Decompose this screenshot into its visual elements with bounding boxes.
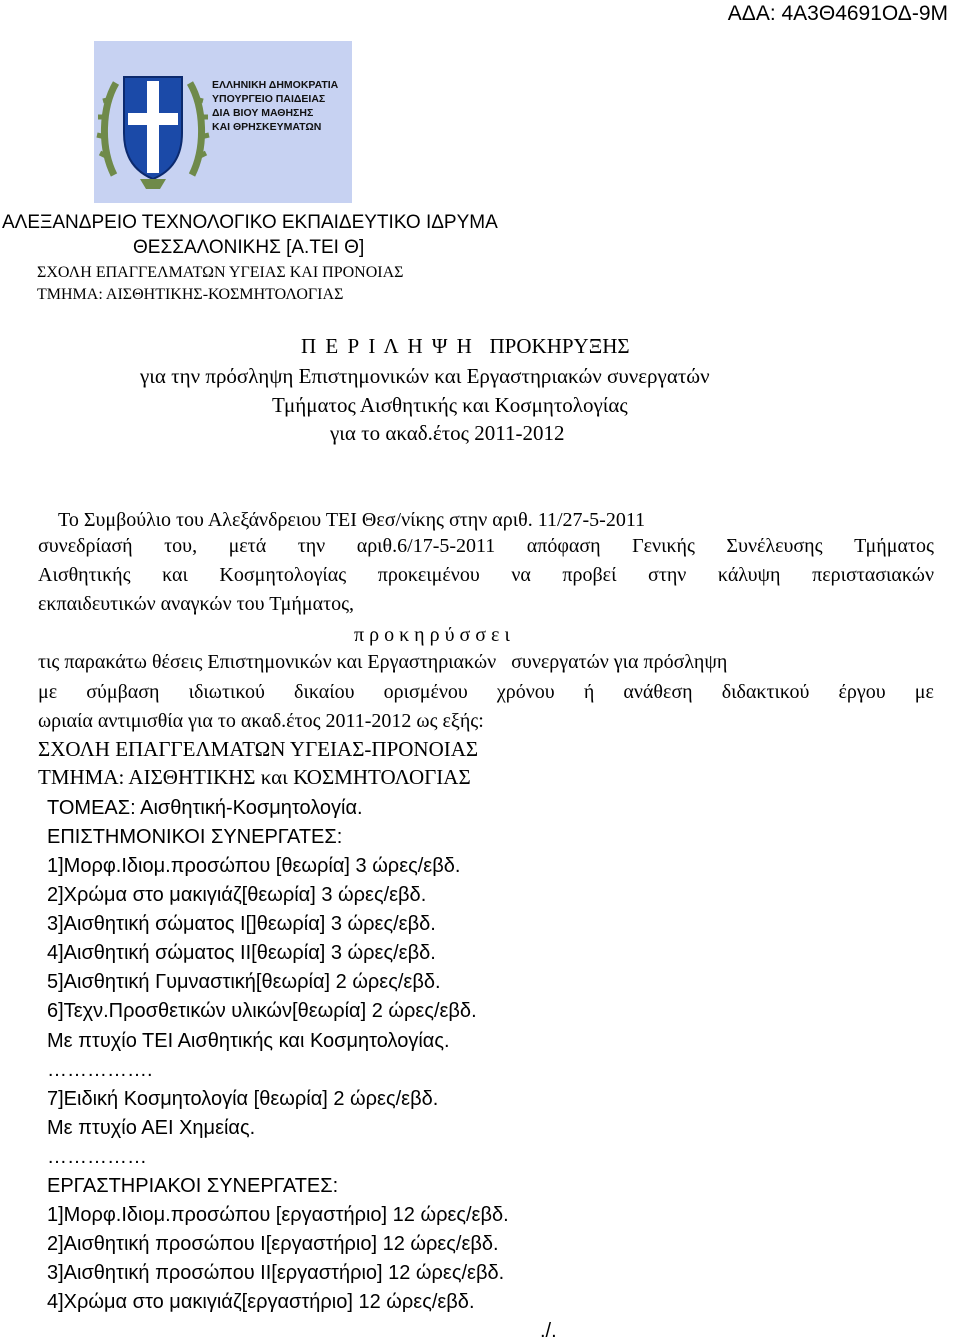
- heading-department: ΤΜΗΜΑ: ΑΙΣΘΗΤΙΚΗΣ και ΚΟΣΜΗΤΟΛΟΓΙΑΣ: [38, 765, 471, 789]
- body-line-8: ωριαία αντιμισθία για το ακαδ.έτος 2011-2012 ως εξής:: [38, 710, 484, 732]
- school-name: ΣΧΟΛΗ ΕΠΑΓΓΕΛΜΑΤΩΝ ΥΓΕΙΑΣ ΚΑΙ ΠΡΟΝΟΙΑΣ: [37, 264, 404, 281]
- list-item: 5]Αισθητική Γυμναστική[θεωρία] 2 ώρες/εβδ.: [47, 971, 441, 993]
- title-perilipsi: Π Ε Ρ Ι Λ Η Ψ Η: [301, 334, 474, 358]
- list-item: 3]Αισθητική προσώπου ΙΙ[εργαστήριο] 12 ώρες/εβδ.: [47, 1262, 505, 1284]
- institution-line-2: ΘΕΣΣΑΛΟΝΙΚΗΣ [Α.ΤΕΙ Θ]: [133, 237, 365, 258]
- requirement-line-2: Με πτυχίο ΑΕΙ Χημείας.: [47, 1117, 256, 1139]
- continued-mark: ./.: [540, 1320, 557, 1342]
- list-item: 7]Ειδική Κοσμητολογία [θεωρία] 2 ώρες/εβδ.: [47, 1088, 439, 1110]
- sector-line: ΤΟΜΕΑΣ: Αισθητική-Κοσμητολογία.: [47, 797, 363, 819]
- body-line-6: τις παρακάτω θέσεις Επιστημονικών και Εργαστηριακών συνεργατών για πρόσληψη: [38, 651, 728, 673]
- ellipsis-line-2: ……………: [47, 1146, 147, 1168]
- greek-coat-of-arms-icon: [94, 47, 212, 197]
- logo-text: ΕΛΛΗΝΙΚΗ ΔΗΜΟΚΡΑΤΙΑ ΥΠΟΥΡΓΕΙΟ ΠΑΙΔΕΙΑΣ ΔΙΑ ΒΙΟΥ ΜΑΘΗΣΗΣ ΚΑΙ ΘΡΗΣΚΕΥΜΑΤΩΝ: [212, 79, 339, 133]
- requirement-line-1: Με πτυχίο ΤΕΙ Αισθητικής και Κοσμητολογίας.: [47, 1030, 450, 1052]
- heading-school: ΣΧΟΛΗ ΕΠΑΓΓΕΛΜΑΤΩΝ ΥΓΕΙΑΣ-ΠΡΟΝΟΙΑΣ: [38, 737, 479, 761]
- list-item: 3]Αισθητική σώματος Ι[]θεωρία] 3 ώρες/εβδ.: [47, 913, 436, 935]
- title-line-3: Τμήματος Αισθητικής και Κοσμητολογίας: [272, 393, 628, 417]
- title-line-4: για το ακαδ.έτος 2011-2012: [330, 421, 565, 445]
- ellipsis-line-1: …………….: [47, 1059, 153, 1081]
- list-item: 1]Μορφ.Ιδιομ.προσώπου [εργαστήριο] 12 ώρες/εβδ.: [47, 1204, 509, 1226]
- body-line-7: με σύμβαση ιδιωτικού δικαίου ορισμένου χρόνου ή ανάθεση διδακτικού έργου με: [38, 681, 934, 703]
- body-line-3: Αισθητικής και Κοσμητολογίας προκειμένου να προβεί στην κάλυψη περιστασιακών: [38, 564, 934, 586]
- list-item: 1]Μορφ.Ιδιομ.προσώπου [θεωρία] 3 ώρες/εβδ.: [47, 855, 461, 877]
- list-item: 2]Αισθητική προσώπου Ι[εργαστήριο] 12 ώρες/εβδ.: [47, 1233, 499, 1255]
- list-item: 6]Τεχν.Προσθετικών υλικών[θεωρία] 2 ώρες/εβδ.: [47, 1000, 477, 1022]
- ministry-logo: [94, 41, 352, 203]
- title-line-1: [301, 334, 630, 359]
- body-line-1: Το Συμβούλιο του Αλεξάνδρειου ΤΕΙ Θεσ/νίκης στην αριθ. 11/27-5-2011: [58, 509, 646, 531]
- lab-heading: ΕΡΓΑΣΤΗΡΙΑΚΟΙ ΣΥΝΕΡΓΑΤΕΣ:: [47, 1175, 339, 1197]
- body-line-4: εκπαιδευτικών αναγκών του Τμήματος,: [38, 593, 355, 615]
- list-item: 4]Αισθητική σώματος ΙΙ[θεωρία] 3 ώρες/εβδ.: [47, 942, 436, 964]
- department-name: ΤΜΗΜΑ: ΑΙΣΘΗΤΙΚΗΣ-ΚΟΣΜΗΤΟΛΟΓΙΑΣ: [37, 286, 344, 303]
- ada-code: ΑΔΑ: 4Α3Θ4691ΟΔ-9Μ: [727, 2, 948, 25]
- title-line-2: για την πρόσληψη Επιστημονικών και Εργαστηριακών συνεργατών: [140, 364, 710, 388]
- title-prokiryxis: ΠΡΟΚΗΡΥΞΗΣ: [489, 334, 630, 358]
- list-item: 2]Χρώμα στο μακιγιάζ[θεωρία] 3 ώρες/εβδ.: [47, 884, 427, 906]
- institution-line-1: ΑΛΕΞΑΝΔΡΕΙΟ ΤΕΧΝΟΛΟΓΙΚΟ ΕΚΠΑΙΔΕΥΤΙΚΟ ΙΔΡΥΜΑ: [2, 212, 498, 233]
- list-item: 4]Χρώμα στο μακιγιάζ[εργαστήριο] 12 ώρες/εβδ.: [47, 1291, 475, 1313]
- body-line-2: συνεδρίασή του, μετά την αριθ.6/17-5-2011 απόφαση Γενικής Συνέλευσης Τμήματος: [38, 535, 934, 557]
- scientific-heading: ΕΠΙΣΤΗΜΟΝΙΚΟΙ ΣΥΝΕΡΓΑΤΕΣ:: [47, 826, 343, 848]
- announce-word: προκηρύσσει: [354, 624, 515, 646]
